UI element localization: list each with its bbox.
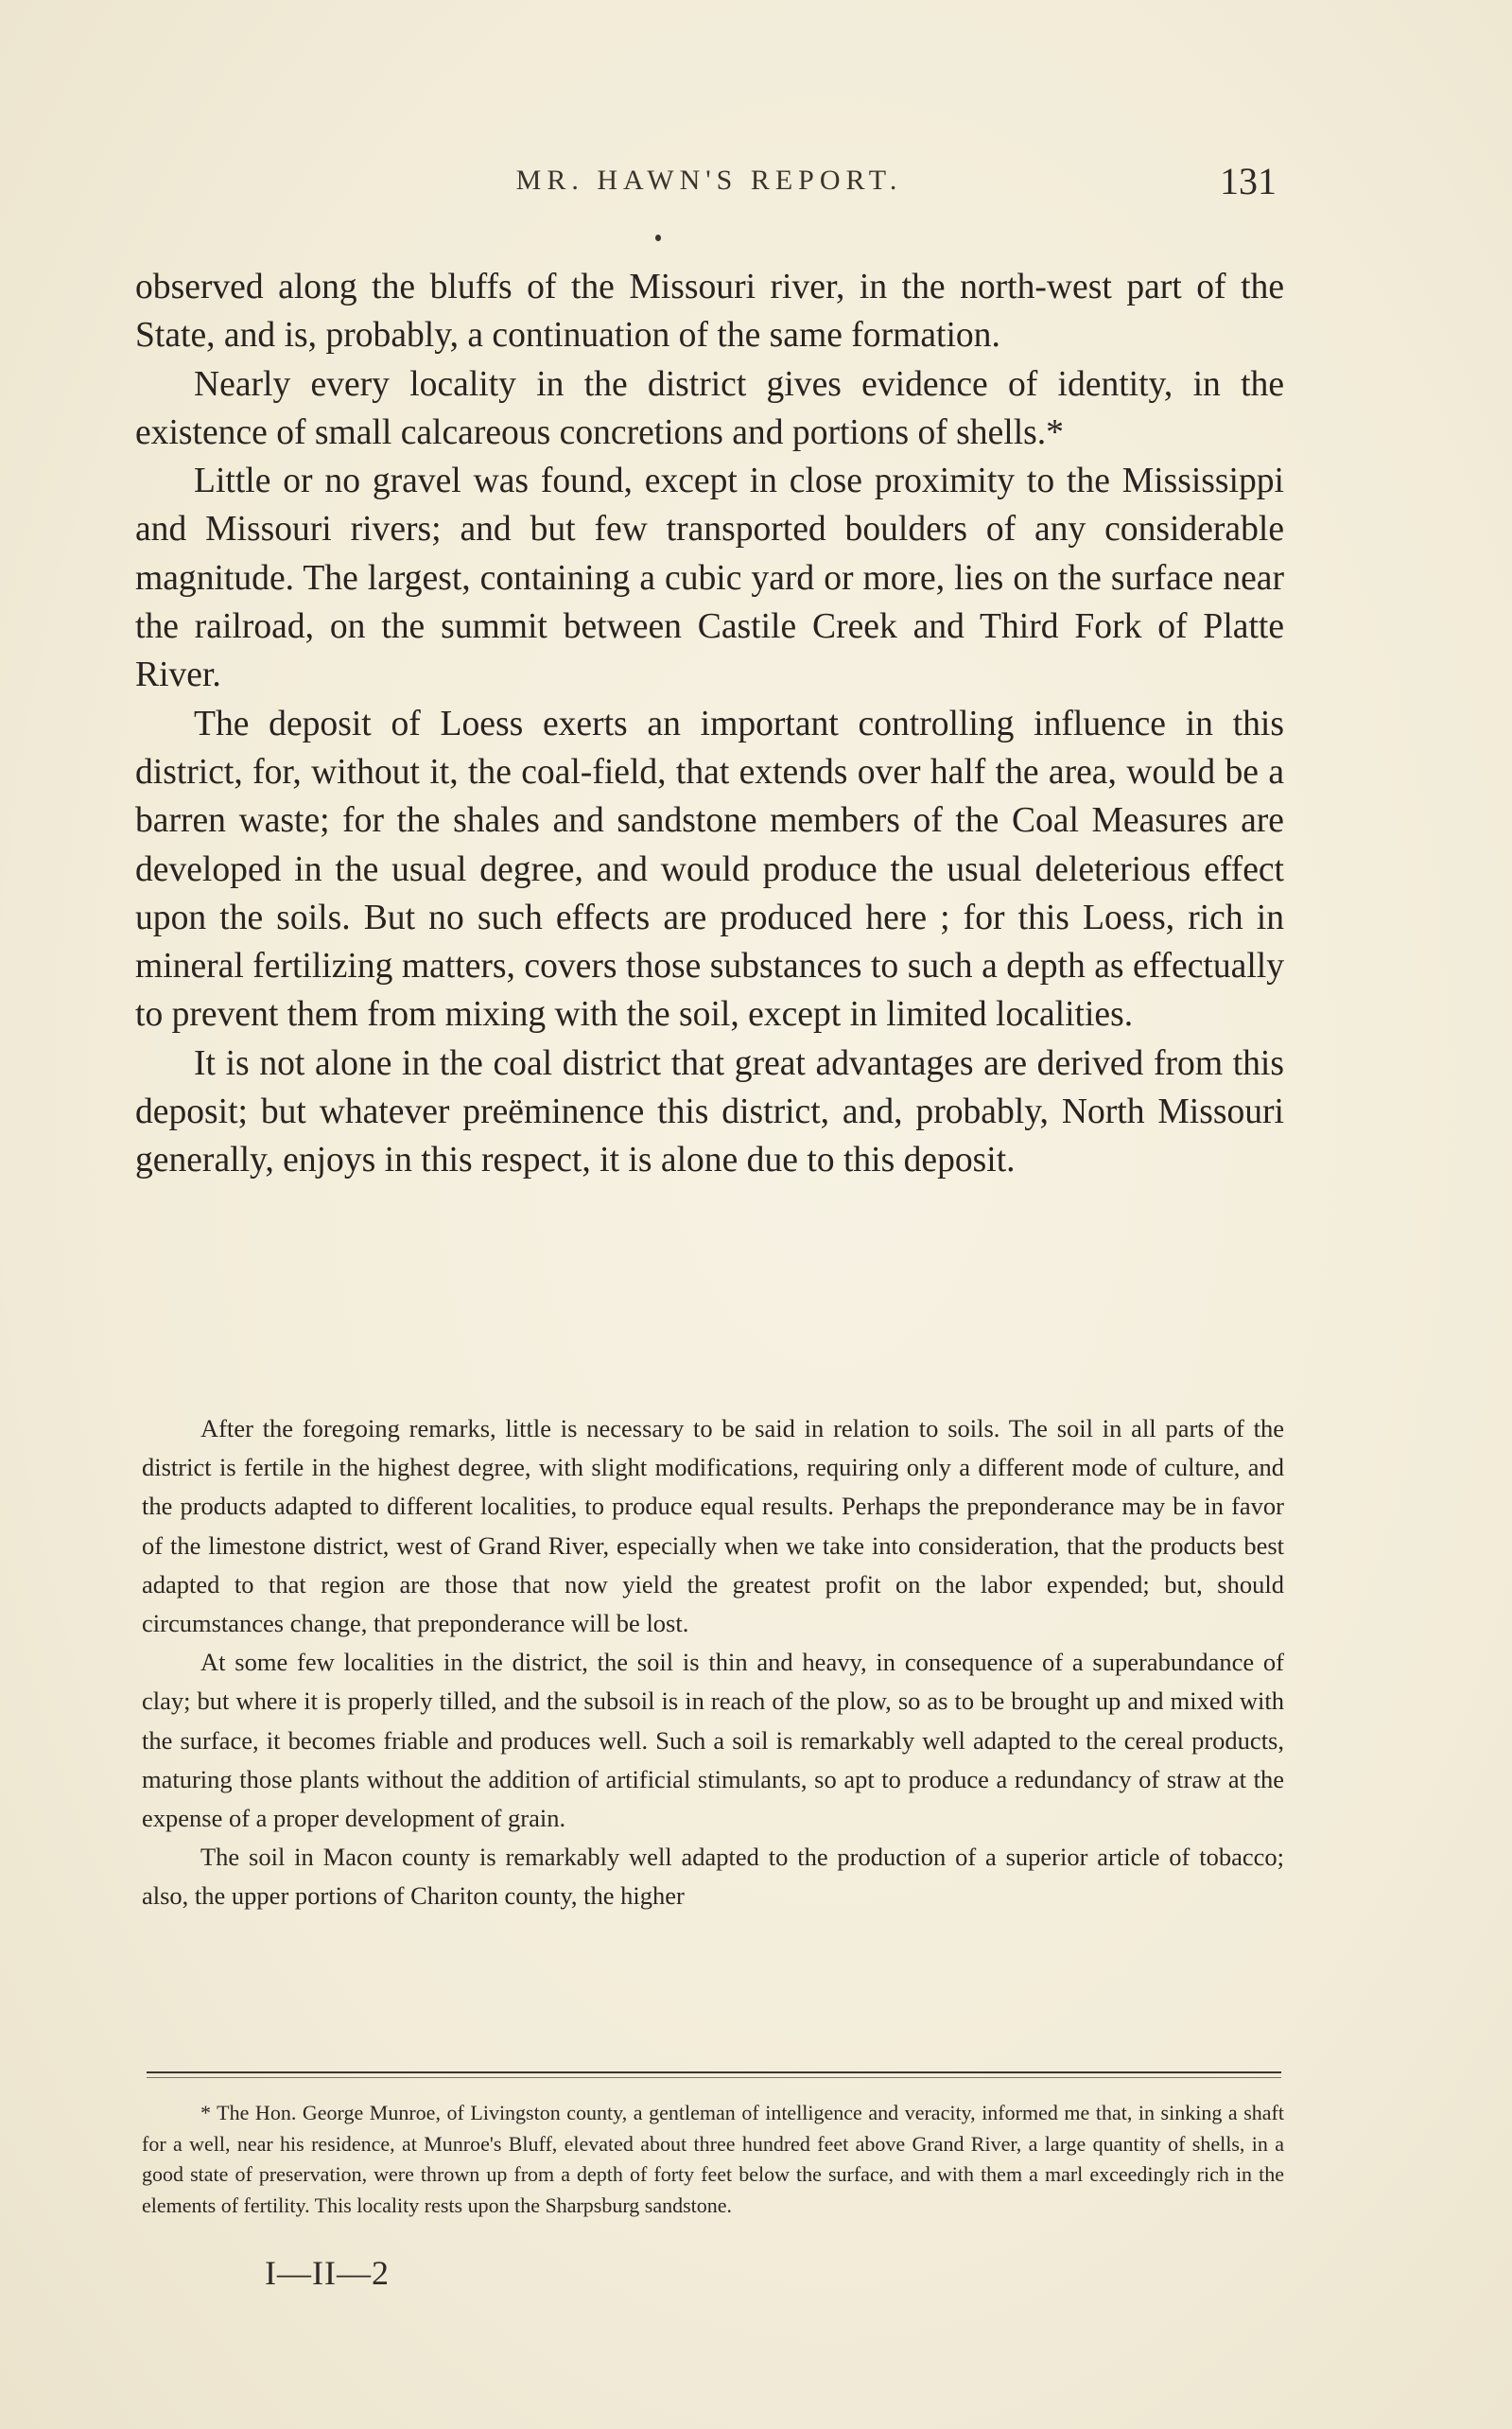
footnote-divider [147, 2071, 1281, 2073]
soils-section [142, 1409, 1284, 1916]
footnote-divider-thin [147, 2077, 1281, 2078]
small-paragraph: At some few localities in the district, the soil is thin and heavy, in consequence of a superabundance of clay; but where it is properly tilled, and the subsoil is in reach of the plow, so as to be brought up and mixed with the surface, it becomes friable and produces well. Such a soil is remarkably well adapted to the cereal products, maturing those plants without the addition of artificial stimulants, so apt to produce a redundancy of straw at the expense of a proper development of grain. [142, 1648, 1284, 1833]
page-number: 131 [1220, 160, 1277, 202]
paragraph: observed along the bluffs of the Missouri river, in the north-west part of the State, and is, probably, a continuation of the same formation. [135, 268, 1284, 356]
page-header [142, 159, 1277, 216]
footnote-text: * The Hon. George Munroe, of Livingston county, a gentleman of intelligence and veracity, informed me that, in sinking a shaft for a well, near his residence, at Munroe's Bluff, elevated about three hundred feet above Grand River, a large quantity of shells, in a good state of preservation, were thrown up from a depth of forty feet below the surface, and with them a marl exceedingly rich in the elements of fertility. This locality rests upon the Sharpsburg sandstone. [142, 2101, 1284, 2217]
main-text [135, 263, 1284, 1185]
running-title: MR. HAWN'S REPORT. [515, 165, 903, 196]
small-paragraph: The soil in Macon county is remarkably well adapted to the production of a superior article of tobacco; also, the upper portions of Chariton county, the higher [142, 1843, 1284, 1911]
paragraph: The deposit of Loess exerts an important controlling influence in this district, for, without it, the coal-field, that extends over half the area, would be a barren waste; for the shales and sandstone members of the Coal Measures are developed in the usual degree, and would produce the usual deleterious effect upon the soils. But no such effects are produced here ; for this Loess, rich in mineral fertilizing matters, covers those substances to such a depth as effectually to prevent them from mixing with the soil, except in limited localities. [135, 704, 1284, 1035]
footnote [142, 2098, 1284, 2221]
paragraph: It is not alone in the coal district that great advantages are derived from this deposit; but whatever preëminence this district, and, probably, North Missouri generally, enjoys in this respect, it is alone due to this deposit. [135, 1043, 1284, 1180]
small-paragraph: After the foregoing remarks, little is necessary to be said in relation to soils. The soil in all parts of the district is fertile in the highest degree, with slight modifications, requiring only a different mode of culture, and the products adapted to different localities, to produce equal results. Perhaps the preponderance may be in favor of the limestone district, west of Grand River, especially when we take into consideration, that the products best adapted to that region are those that now yield the greatest profit on the labor expended; but, should circumstances change, that preponderance will be lost. [142, 1414, 1284, 1638]
printer-signature: I—II—2 [265, 2254, 390, 2292]
ink-speck [655, 235, 661, 241]
paragraph: Nearly every locality in the district gives evidence of identity, in the existence of small calcareous concretions and portions of shells.* [135, 364, 1284, 452]
paragraph: Little or no gravel was found, except in close proximity to the Mississippi and Missouri rivers; and but few transported boulders of any considerable magnitude. The largest, containing a cubic yard or more, lies on the surface near the railroad, on the summit between Castile Creek and Third Fork of Platte River. [135, 462, 1284, 695]
